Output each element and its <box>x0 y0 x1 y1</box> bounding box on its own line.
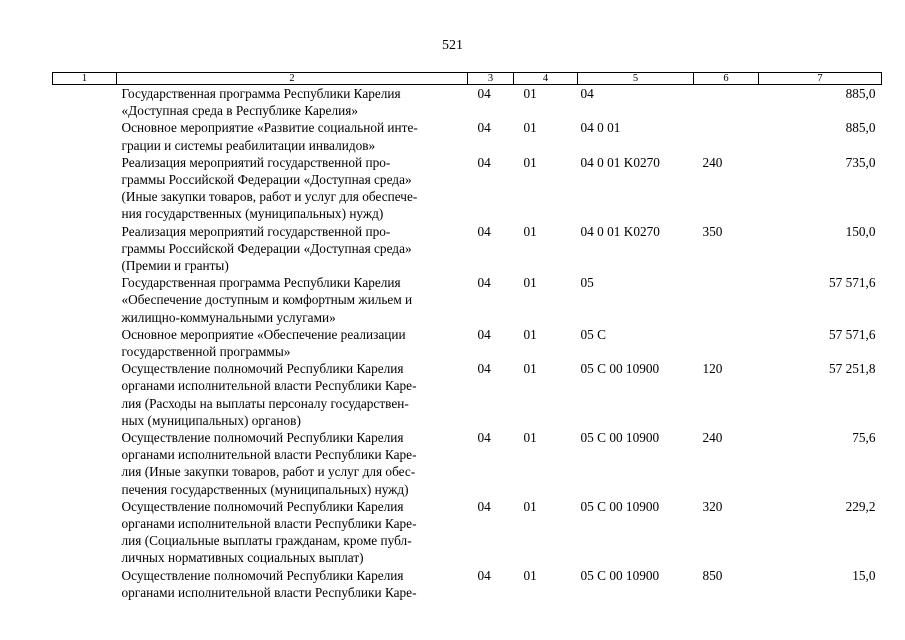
cell-section: 04 <box>477 430 491 446</box>
cell-expense-type <box>694 85 759 120</box>
cell-expense-type <box>694 274 759 326</box>
cell-amount: 15,0 <box>852 567 876 583</box>
cell-subsection: 01 <box>523 275 537 291</box>
budget-table <box>52 72 882 601</box>
cell-expense-type: 120 <box>702 361 723 377</box>
cell-amount: 57 251,8 <box>828 361 876 377</box>
header-col-7: 7 <box>759 73 882 85</box>
cell-amount: 57 571,6 <box>828 326 876 342</box>
cell-amount: 735,0 <box>845 154 876 170</box>
cell-amount: 229,2 <box>845 498 876 514</box>
table-row <box>53 429 882 498</box>
cell-expense-type: 240 <box>702 154 723 170</box>
table-row <box>53 223 882 275</box>
cell-target-article: 05 С 00 10900 <box>580 498 660 514</box>
cell-expense-type: 850 <box>702 567 723 583</box>
table-row <box>53 567 882 601</box>
cell-name: Реализация мероприятий государственной про- граммы Российской Федерации «Доступная среда» (Иные закупки товаров, работ и услуг для обеспече- ния государственных (муниципальных) нужд) <box>121 154 418 222</box>
cell-empty <box>53 429 117 498</box>
table-row <box>53 326 882 360</box>
cell-section: 04 <box>477 326 491 342</box>
cell-subsection: 01 <box>523 430 537 446</box>
cell-expense-type: 320 <box>702 498 723 514</box>
table-row <box>53 85 882 120</box>
cell-empty <box>53 223 117 275</box>
cell-subsection: 01 <box>523 223 537 239</box>
cell-target-article: 05 С 00 10900 <box>580 567 660 583</box>
cell-name: Реализация мероприятий государственной про- граммы Российской Федерации «Доступная среда» (Премии и гранты) <box>121 223 412 274</box>
cell-amount: 57 571,6 <box>828 275 876 291</box>
cell-target-article: 05 С <box>580 326 606 342</box>
table-row <box>53 154 882 223</box>
cell-subsection: 01 <box>523 154 537 170</box>
header-col-1: 1 <box>53 73 117 85</box>
table-header <box>53 73 882 85</box>
cell-expense-type: 240 <box>702 430 723 446</box>
cell-expense-type <box>694 119 759 153</box>
cell-amount: 75,6 <box>852 430 876 446</box>
cell-empty <box>53 360 117 429</box>
table-row <box>53 360 882 429</box>
cell-target-article: 04 0 01 <box>580 120 621 136</box>
cell-empty <box>53 85 117 120</box>
table-row <box>53 498 882 567</box>
cell-section: 04 <box>477 86 491 101</box>
cell-name: Осуществление полномочий Республики Карелия органами исполнительной власти Республики Каре- лия (Иные закупки товаров, работ и услуг для обес- печения государственных (муниципальных) нужд) <box>121 430 417 497</box>
cell-empty <box>53 274 117 326</box>
page-number: 521 <box>442 38 463 53</box>
cell-target-article: 04 <box>580 86 594 101</box>
header-col-4: 4 <box>514 73 578 85</box>
header-col-2: 2 <box>117 73 468 85</box>
cell-expense-type: 350 <box>702 223 723 239</box>
table-row <box>53 274 882 326</box>
cell-section: 04 <box>477 154 491 170</box>
cell-name: Основное мероприятие «Развитие социальной инте- грации и системы реабилитации инвалидов» <box>121 120 418 153</box>
cell-amount: 150,0 <box>845 223 876 239</box>
cell-subsection: 01 <box>523 86 537 101</box>
table-row <box>53 119 882 153</box>
cell-target-article: 04 0 01 K0270 <box>580 154 660 170</box>
cell-name: Государственная программа Республики Карелия «Обеспечение доступным и комфортным жильем и жилищно-коммунальными услугами» <box>121 275 413 325</box>
cell-subsection: 01 <box>523 498 537 514</box>
cell-section: 04 <box>477 498 491 514</box>
cell-empty <box>53 567 117 601</box>
cell-subsection: 01 <box>523 567 537 583</box>
cell-section: 04 <box>477 275 491 291</box>
cell-subsection: 01 <box>523 326 537 342</box>
cell-target-article: 05 С 00 10900 <box>580 361 660 377</box>
cell-subsection: 01 <box>523 361 537 377</box>
cell-section: 04 <box>477 223 491 239</box>
table-body <box>53 85 882 602</box>
cell-empty <box>53 498 117 567</box>
cell-section: 04 <box>477 567 491 583</box>
cell-section: 04 <box>477 361 491 377</box>
cell-name: Осуществление полномочий Республики Карелия органами исполнительной власти Республики Каре- лия (Расходы на выплаты персоналу государствен- ных (муниципальных) органов) <box>121 361 417 428</box>
cell-amount: 885,0 <box>845 120 876 136</box>
header-row <box>53 73 882 85</box>
header-col-5: 5 <box>578 73 694 85</box>
cell-empty <box>53 154 117 223</box>
cell-name: Государственная программа Республики Карелия «Доступная среда в Республике Карелия» <box>121 86 401 119</box>
cell-amount: 885,0 <box>845 86 876 101</box>
cell-name: Основное мероприятие «Обеспечение реализации государственной программы» <box>121 326 406 360</box>
cell-empty <box>53 326 117 360</box>
cell-expense-type <box>694 326 759 360</box>
cell-name: Осуществление полномочий Республики Карелия органами исполнительной власти Республики Каре- лия (Социальные выплаты гражданам, кроме публ- личных нормативных социальных выплат) <box>121 498 417 566</box>
cell-name: Осуществление полномочий Республики Карелия органами исполнительной власти Республики Каре- <box>121 567 417 600</box>
header-col-6: 6 <box>694 73 759 85</box>
cell-target-article: 04 0 01 K0270 <box>580 223 660 239</box>
cell-empty <box>53 119 117 153</box>
cell-target-article: 05 С 00 10900 <box>580 430 660 446</box>
cell-section: 04 <box>477 120 491 136</box>
header-col-3: 3 <box>468 73 514 85</box>
cell-target-article: 05 <box>580 275 594 291</box>
cell-subsection: 01 <box>523 120 537 136</box>
